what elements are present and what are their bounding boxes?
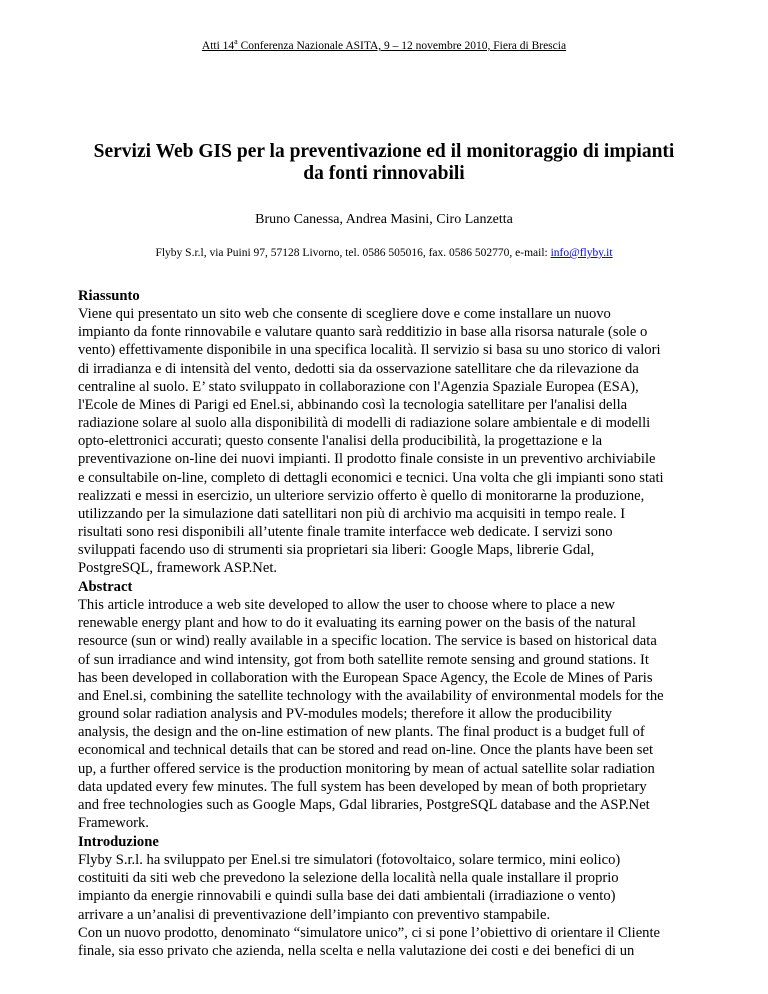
riassunto-line: opto-elettronici accurati; questo consente l'analisi della producibilità, la progettazione e la: [78, 433, 603, 450]
abstract-line: This article introduce a web site developed to allow the user to choose where to place a new: [78, 597, 615, 614]
abstract-line: renewable energy plant and how to do it evaluating its earning power on the basis of the natural: [78, 615, 636, 632]
abstract-line: resource (sun or wind) really available in a specific location. The service is based on historical data: [78, 633, 657, 650]
introduzione-section: [78, 833, 698, 960]
introduzione-body: [78, 851, 698, 960]
introduzione-line: finale, sia esso privato che azienda, nella scelta e nella valutazione dei costi e dei benefici di un: [78, 942, 635, 959]
abstract-body: [78, 596, 698, 832]
introduzione-line: impianto da energie rinnovabili e quindi sulla base dei dati ambientali (irradiazione o vento): [78, 888, 616, 905]
authors: Bruno Canessa, Andrea Masini, Ciro Lanzetta: [255, 212, 513, 227]
paper-title: [60, 141, 708, 185]
running-header: [0, 37, 768, 52]
running-header-text-continued: Conferenza Nazionale ASITA, 9 – 12 novembre 2010, Fiera di Brescia: [237, 40, 567, 52]
paper-title-line: Servizi Web GIS per la preventivazione ed il monitoraggio di impianti: [93, 141, 675, 162]
introduzione-line: arrivare a un’analisi di preventivazione dell’impianto con preventivo stampabile.: [78, 906, 551, 923]
riassunto-line: l'Ecole de Mines di Parigi ed Enel.si, abbinando così la tecnologia satellitare per l'analisi della: [78, 396, 628, 413]
introduzione-heading: Introduzione: [78, 834, 159, 850]
introduzione-line: Flyby S.r.l. ha sviluppato per Enel.si tre simulatori (fotovoltaico, solare termico, mini eolico): [78, 852, 621, 869]
riassunto-line: Viene qui presentato un sito web che consente di scegliere dove e come installare un nuovo: [78, 306, 611, 323]
abstract-line: of sun irradiance and wind intensity, got from both satellite remote sensing and ground stations. It: [78, 651, 649, 668]
email-link[interactable]: info@flyby.it: [550, 247, 613, 259]
riassunto-line: preventivazione on-line dei nuovi impianti. Il prodotto finale consiste in un preventivo archiviabile: [78, 451, 656, 468]
abstract-line: and Enel.si, combining the satellite technology with the availability of environmental models for the: [78, 687, 664, 704]
affiliation-text: Flyby S.r.l, via Puini 97, 57128 Livorno, tel. 0586 505016, fax. 0586 502770, e-mail:: [155, 247, 551, 259]
abstract-line: ground solar radiation analysis and PV-modules models; therefore it allow the producibility: [78, 706, 613, 723]
abstract-line: up, a further offered service is the production monitoring by mean of actual satellite solar radiation: [78, 760, 655, 777]
riassunto-line: di irradianza e di intensità del vento, dedotti sia da osservazione satellitare che da rilevazione da: [78, 360, 639, 377]
riassunto-heading: Riassunto: [78, 288, 140, 304]
introduzione-line: Con un nuovo prodotto, denominato “simulatore unico”, ci si pone l’obiettivo di orientare il Cliente: [78, 924, 661, 941]
riassunto-line: utilizzando per la simulazione dati satellitari non più di archivio ma acquisiti in tempo reale. I: [78, 505, 626, 522]
riassunto-line: realizzati e messi in esercizio, un ulteriore servizio offerto è quello di monitorarne la produzione,: [78, 487, 645, 504]
riassunto-line: radiazione solare al suolo alla disponibilità di modelli di radiazione solare ambientale e di modelli: [78, 415, 651, 432]
abstract-line: data updated every few minutes. The full system has been developed by mean of both proprietary: [78, 778, 647, 795]
abstract-line: analysis, the design and the on-line estimation of new plants. The final product is a budget full of: [78, 724, 645, 741]
introduzione-line: costituiti da siti web che prevedono la selezione della località nella quale installare il proprio: [78, 870, 619, 887]
abstract-heading: Abstract: [78, 579, 133, 595]
riassunto-line: e consultabile on-line, completo di dettagli economici e tecnici. Una volta che gli impianti sono stati: [78, 469, 664, 486]
paper-title-line: da fonti rinnovabili: [303, 163, 465, 184]
riassunto-line: PostgreSQL, framework ASP.Net.: [78, 560, 278, 577]
affiliation: [0, 247, 768, 259]
riassunto-line: impianto da fonte rinnovabile e valutare quanto sarà redditizio in base alla risorsa naturale (sole o: [78, 324, 648, 341]
riassunto-line: risultati sono resi disponibili all’utente finale tramite interfacce web dedicate. I servizi sono: [78, 524, 613, 541]
riassunto-section: [78, 287, 698, 578]
running-header-superscript: a: [234, 37, 238, 47]
riassunto-line: vento) effettivamente disponibile in una specifica località. Il servizio si basa su uno storico di valori: [78, 342, 661, 359]
abstract-section: [78, 578, 698, 832]
abstract-line: economical and technical details that can be stored and read on-line. Once the plants have been set: [78, 742, 653, 759]
riassunto-line: sviluppati facendo uso di strumenti sia proprietari sia liberi: Google Maps, librerie Gdal,: [78, 542, 595, 559]
abstract-line: and free technologies such as Google Maps, Gdal libraries, PostgreSQL database and the ASP.Net: [78, 796, 650, 813]
riassunto-line: centraline al suolo. E’ stato sviluppato in collaborazione con l'Agenzia Spaziale Europea (ESA),: [78, 378, 639, 395]
running-header-text: Atti 14: [201, 40, 235, 52]
abstract-line: has been developed in collaboration with the European Space Agency, the Ecole de Mines of Paris: [78, 669, 653, 686]
riassunto-body: [78, 305, 698, 577]
abstract-line: Framework.: [78, 815, 149, 832]
